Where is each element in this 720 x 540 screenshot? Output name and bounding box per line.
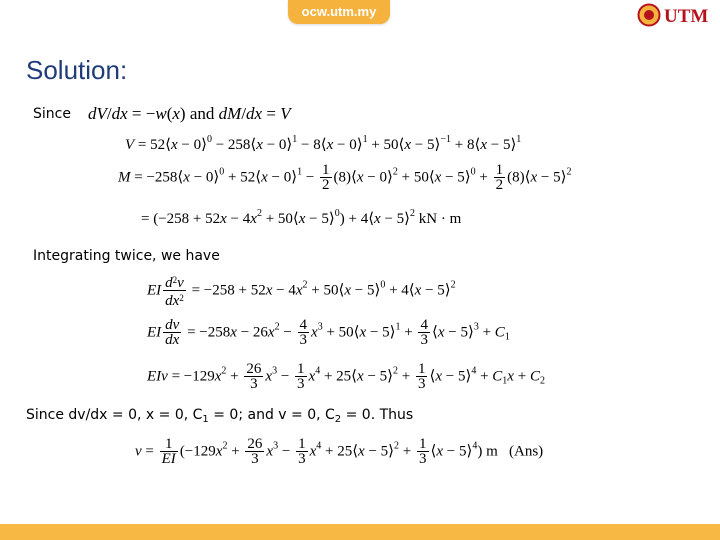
slope-equation: EI $\frac{dv}{dx}$ = $-258x - 26x^2$ − $\frac{4}{3}$ $x^3$ + 50⟨x − 5⟩$^1$ + $\frac{4}{3}$ ⟨x − 5⟩$^3$ + $C_1$ bbox=[147, 317, 510, 348]
integrating-text: Integrating twice, we have bbox=[33, 248, 220, 264]
moment-equation: M = −258⟨x − 0⟩$^0$ + 52⟨x − 0⟩$^1$ − $\frac{1}{2}$ (8)⟨x − 0⟩$^2$ + 50⟨x − 5⟩$^0$ + $\frac{1}{2}$ (8)⟨x − 5⟩$^2$ bbox=[118, 162, 572, 193]
utm-logo bbox=[637, 3, 717, 27]
footer-bar bbox=[0, 524, 720, 540]
utm-crest-icon bbox=[637, 3, 717, 27]
logo-text: UTM bbox=[664, 6, 709, 27]
slide-title: Solution: bbox=[26, 55, 128, 85]
curvature-equation: EI $\frac{d^2v}{dx^2}$ = $-258 + 52x - 4x^2$ + 50⟨x − 5⟩$^0$ + 4⟨x − 5⟩$^2$ bbox=[147, 275, 456, 309]
answer-unit: m bbox=[486, 443, 498, 460]
shear-equation: V = 52⟨x − 0⟩$^0$ − 258⟨x − 0⟩$^1$ − 8⟨x − 0⟩$^1$ + 50⟨x − 5⟩$^{-1}$ + 8⟨x − 5⟩$^1$ bbox=[125, 134, 522, 153]
moment-simplified-equation: = ($-258 + 52x - 4x^2$ + 50⟨x − 5⟩$^0$) + 4⟨x − 5⟩$^2$ kN · m bbox=[141, 208, 462, 227]
boundary-conditions-text: Since dv/dx = 0, x = 0, $C_1 = 0$; and v = 0, $C_2 = 0$. Thus bbox=[26, 407, 414, 425]
answer-label: (Ans) bbox=[509, 443, 544, 460]
site-name-tab[interactable]: ocw.utm.my bbox=[288, 0, 390, 24]
final-deflection-equation: v = $\frac{1}{EI}$ ($-129x^2$ + $\frac{26}{3}$ $x^3$ − $\frac{1}{3}$ $x^4$ + 25⟨x − 5⟩$^2$ + $\frac{1}{3}$ ⟨x − 5⟩$^4$) m (Ans) bbox=[135, 436, 544, 467]
since-relation-equation: dV/dx = −w(x) and dM/dx = V bbox=[88, 104, 291, 123]
since-label: Since bbox=[33, 106, 71, 122]
units-kNm: kN · m bbox=[418, 211, 462, 227]
deflection-equation: EIv = $-129x^2$ + $\frac{26}{3}$ $x^3$ − $\frac{1}{3}$ $x^4$ + 25⟨x − 5⟩$^2$ + $\frac{1}{3}$ ⟨x − 5⟩$^4$ + $C_1x + C_2$ bbox=[147, 361, 545, 392]
